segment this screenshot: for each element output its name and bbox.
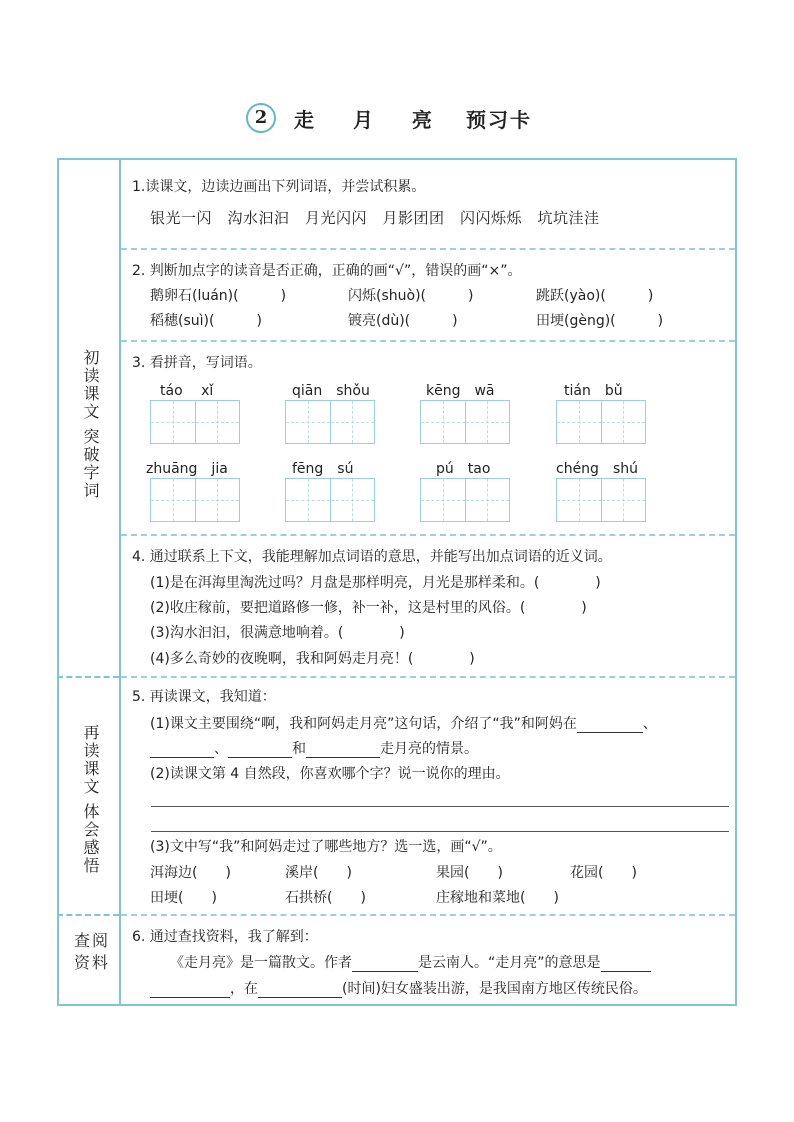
q6-text: 是云南人。“走月亮”的意思是 [418, 955, 601, 971]
pinyin-label: qiān shǒu [292, 383, 370, 399]
section-divider [57, 914, 119, 916]
q1-words: 银光一闪 沟水汩汩 月光闪闪 月影团团 闪闪烁烁 坑坑洼洼 [150, 209, 600, 227]
q6-text: 《走月亮》是一篇散文。作者 [170, 955, 352, 971]
answer-blank[interactable] [306, 743, 380, 758]
place-option: 花园( ) [570, 865, 637, 881]
q6-line2 [150, 980, 647, 998]
place-option: 果园( ) [436, 865, 503, 881]
section-label-research: 查阅资料 [73, 931, 110, 972]
row-divider [121, 914, 735, 916]
q5-p3: (3)文中写“我”和阿妈走过了哪些地方？选一选，画“√”。 [150, 839, 502, 855]
place-option: 石拱桥( ) [285, 890, 366, 906]
q4-item: (3)沟水汩汩，很满意地响着。( ) [150, 625, 405, 641]
place-option: 溪岸( ) [285, 865, 352, 881]
preview-card-label: 预习卡 [466, 108, 532, 132]
writing-grid[interactable] [420, 400, 510, 444]
section-label-second-reading: 再读课文 体会感悟 [81, 724, 100, 876]
lesson-name: 走 月 亮 [294, 108, 448, 132]
pinyin-label: pú tao [436, 461, 491, 477]
column-divider [119, 158, 121, 1006]
q4-item: (4)多么奇妙的夜晚啊，我和阿妈走月亮！( ) [150, 651, 475, 667]
q6-text: ，在 [230, 981, 258, 997]
writing-grid[interactable] [150, 400, 240, 444]
lesson-title [246, 100, 566, 134]
answer-line[interactable] [151, 806, 729, 807]
q4-prompt: 4. 通过联系上下文，我能理解加点词语的意思，并能写出加点词语的近义词。 [132, 549, 612, 565]
answer-blank[interactable] [150, 743, 214, 758]
pinyin-label: kēng wā [426, 383, 495, 399]
pinyin-label: zhuāng jia [146, 461, 228, 477]
q2-prompt: 2. 判断加点字的读音是否正确，正确的画“√”，错误的画“×”。 [132, 263, 522, 279]
q2-item: 闪烁(shuò)( ) [348, 288, 474, 304]
section-label-first-reading: 初读课文 突破字词 [81, 349, 100, 501]
writing-grid[interactable] [150, 478, 240, 522]
section-divider [57, 676, 119, 678]
row-divider [121, 340, 735, 342]
q5-p2: (2)读课文第 4 自然段，你喜欢哪个字？说一说你的理由。 [150, 766, 510, 782]
q2-item: 鹅卵石(luán)( ) [150, 288, 287, 304]
writing-grid[interactable] [420, 478, 510, 522]
place-option: 洱海边( ) [150, 865, 231, 881]
q5-p1-sep: 、 [214, 741, 228, 757]
q5-p1-sep: 、 [642, 716, 657, 732]
q5-p1-text: (1)课文主要围绕“啊，我和阿妈走月亮”这句话，介绍了“我”和阿妈在 [150, 716, 577, 732]
q5-prompt: 5. 再读课文，我知道： [132, 689, 276, 705]
q6-text: (时间)妇女盛装出游，是我国南方地区传统民俗。 [342, 981, 647, 997]
answer-blank[interactable] [352, 957, 418, 972]
q1-prompt: 1.读课文，边读边画出下列词语，并尝试积累。 [132, 179, 426, 195]
q4-item: (1)是在洱海里淘洗过吗？月盘是那样明亮，月光是那样柔和。( ) [150, 575, 601, 591]
writing-grid[interactable] [556, 400, 646, 444]
pinyin-label: fēng sú [292, 461, 354, 477]
answer-blank[interactable] [258, 983, 342, 998]
q5-p1-end: 走月亮的情景。 [380, 741, 478, 757]
place-option: 田埂( ) [150, 890, 217, 906]
q6-prompt: 6. 通过查找资料，我了解到： [132, 929, 318, 945]
pinyin-label: chéng shú [556, 461, 638, 477]
q5-p1-line1 [150, 715, 657, 733]
row-divider [121, 534, 735, 536]
q2-item: 稻穗(suì)( ) [150, 313, 262, 329]
answer-blank[interactable] [601, 957, 651, 972]
place-option: 庄稼地和菜地( ) [436, 890, 559, 906]
lesson-number: 2 [246, 103, 276, 133]
q5-p1-line2 [150, 740, 478, 758]
answer-blank[interactable] [228, 743, 292, 758]
writing-grid[interactable] [556, 478, 646, 522]
row-divider [121, 676, 735, 678]
q6-line1 [170, 954, 651, 972]
answer-blank[interactable] [150, 983, 230, 998]
pinyin-label: tián bǔ [564, 383, 623, 399]
q3-prompt: 3. 看拼音，写词语。 [132, 355, 262, 371]
q2-item: 跳跃(yào)( ) [536, 288, 654, 304]
q2-item: 田埂(gèng)( ) [536, 313, 664, 329]
writing-grid[interactable] [285, 478, 375, 522]
pinyin-label: táo xǐ [160, 383, 214, 399]
answer-line[interactable] [151, 831, 729, 832]
q4-item: (2)收庄稼前，要把道路修一修，补一补，这是村里的风俗。( ) [150, 600, 587, 616]
answer-blank[interactable] [577, 718, 643, 733]
q5-p1-sep: 和 [292, 741, 306, 757]
row-divider [121, 248, 735, 250]
q2-item: 镀亮(dù)( ) [348, 313, 458, 329]
writing-grid[interactable] [285, 400, 375, 444]
